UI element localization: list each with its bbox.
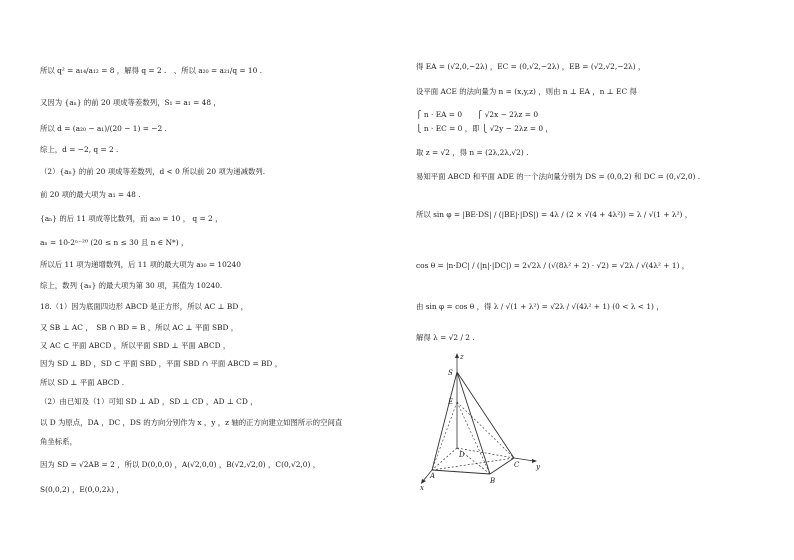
label-C: C	[514, 461, 520, 469]
left-line: 角坐标系，	[40, 437, 77, 446]
left-line: 因为 SD = √2AB = 2 ，所以 D(0,0,0) ，A(√2,0,0) ，B(√2,√2,0) ，C(0,√2,0) ，	[40, 460, 321, 469]
seg-EB	[457, 402, 490, 474]
right-line: 得 EA = (√2,0,−2λ) ，EC = (0,√2,−2λ) ，EB = (√2,√2,−2λ) ，	[416, 62, 646, 71]
left-line: （2）由已知及（1）可知 SD ⊥ AD ，SD ⊥ CD ，AD ⊥ CD ，	[40, 397, 258, 406]
left-line: 综上，数列 {aₙ} 的最大项为第 30 项，其值为 10240.	[40, 281, 223, 290]
edge-BC	[490, 458, 514, 474]
label-z: z	[460, 353, 464, 361]
right-line: 所以 sin φ = |BE·DS| / (|BE|·|DS|) = 4λ / (2 × √(4 + 4λ²)) = λ / √(1 + λ²) ，	[416, 210, 693, 219]
right-line: ⎧ n · EA = 0 ⎧ √2x − 2λz = 0	[416, 110, 539, 119]
left-line: {aₙ} 的后 11 项成等比数列，而 a₂₀ = 10 ， q = 2 ，	[40, 214, 223, 223]
label-y: y	[536, 463, 540, 471]
right-line: ⎩ n · EC = 0 ，即 ⎩ √2y − 2λz = 0 ，	[416, 124, 553, 133]
left-line: 所以 q² = a₁₄/a₁₂ = 8 ，解得 q = 2 . 、所以 a₂₀ = a₂₁/q = 10 .	[40, 66, 263, 75]
edge-DC	[457, 448, 514, 458]
right-line: 易知平面 ABCD 和平面 ADE 的一个法向量分别为 DS = (0,0,2) 和 DC = (0,√2,0) .	[416, 172, 701, 181]
right-line: 解得 λ = √2 / 2 .	[416, 333, 475, 342]
diag-AC	[432, 458, 514, 470]
left-line: 以 D 为原点，DA ，DC ，DS 的方向分别作为 x ，y ，z 轴的正方向建立如图所示的空间直	[40, 418, 343, 427]
z-axis-arrow	[455, 353, 459, 358]
label-x: x	[420, 484, 424, 490]
label-S: S	[448, 369, 453, 377]
left-line: 又因为 {aₙ} 的前 20 项成等差数列，S₁ = a₁ = 48 ，	[40, 98, 221, 107]
right-line: 设平面 ACE 的法向量为 n = (x,y,z) ，则由 n ⊥ EA ，n ⊥ EC 得	[416, 87, 637, 96]
seg-EA	[432, 402, 457, 470]
left-line: S(0,0,2) ，E(0,0,2λ) ，	[40, 485, 124, 494]
left-line: 又 AC ⊂ 平面 ABCD ，所以平面 SBD ⊥ 平面 ABCD ，	[40, 341, 231, 350]
left-line: 又 SB ⊥ AC ， SB ∩ BD = B ，所以 AC ⊥ 平面 SBD ，	[40, 323, 239, 332]
left-line: 综上，d = −2, q = 2 .	[40, 145, 119, 154]
left-line: 18.（1）因为底面四边形 ABCD 是正方形，所以 AC ⊥ BD ，	[40, 302, 248, 311]
left-line: 所以 d = (a₂₀ − a₁)/(20 − 1) = −2 .	[40, 124, 167, 133]
right-line: 由 sin φ = cos θ ，得 λ / √(1 + λ²) = √2λ / √(4λ² + 1) (0 < λ < 1) ，	[416, 302, 664, 311]
left-line: 前 20 项的最大项为 a₁ = 48 .	[40, 190, 141, 199]
label-E: E	[448, 398, 454, 406]
edge-SA	[432, 372, 457, 470]
left-line: 因为 SD ⊥ BD ，SD ⊂ 平面 SBD ，平面 SBD ∩ 平面 ABCD = BD ，	[40, 359, 283, 368]
edge-AB	[432, 470, 490, 474]
label-D: D	[459, 451, 465, 459]
left-line: 所以 SD ⊥ 平面 ABCD .	[40, 378, 125, 387]
pyramid-diagram	[410, 350, 545, 490]
left-line: 所以后 11 项为递增数列，后 11 项的最大项为 a₃₀ = 10240	[40, 260, 241, 269]
left-line: （2）{aₙ} 的前 20 项成等差数列，d < 0 所以前 20 项为递减数列.	[40, 167, 266, 176]
label-B: B	[490, 477, 496, 485]
edge-SC	[457, 372, 514, 458]
label-A: A	[430, 472, 436, 480]
left-line: aₙ = 10·2ⁿ⁻²⁰ (20 ≤ n ≤ 30 且 n ∈ N*) ，	[40, 238, 189, 247]
right-line: cos θ = |n·DC| / (|n|·|DC|) = 2√2λ / (√(8λ² + 2) · √2) = √2λ / √(4λ² + 1) ，	[416, 261, 690, 270]
right-line: 取 z = √2 ，得 n = (2λ,2λ,√2) .	[416, 148, 529, 157]
